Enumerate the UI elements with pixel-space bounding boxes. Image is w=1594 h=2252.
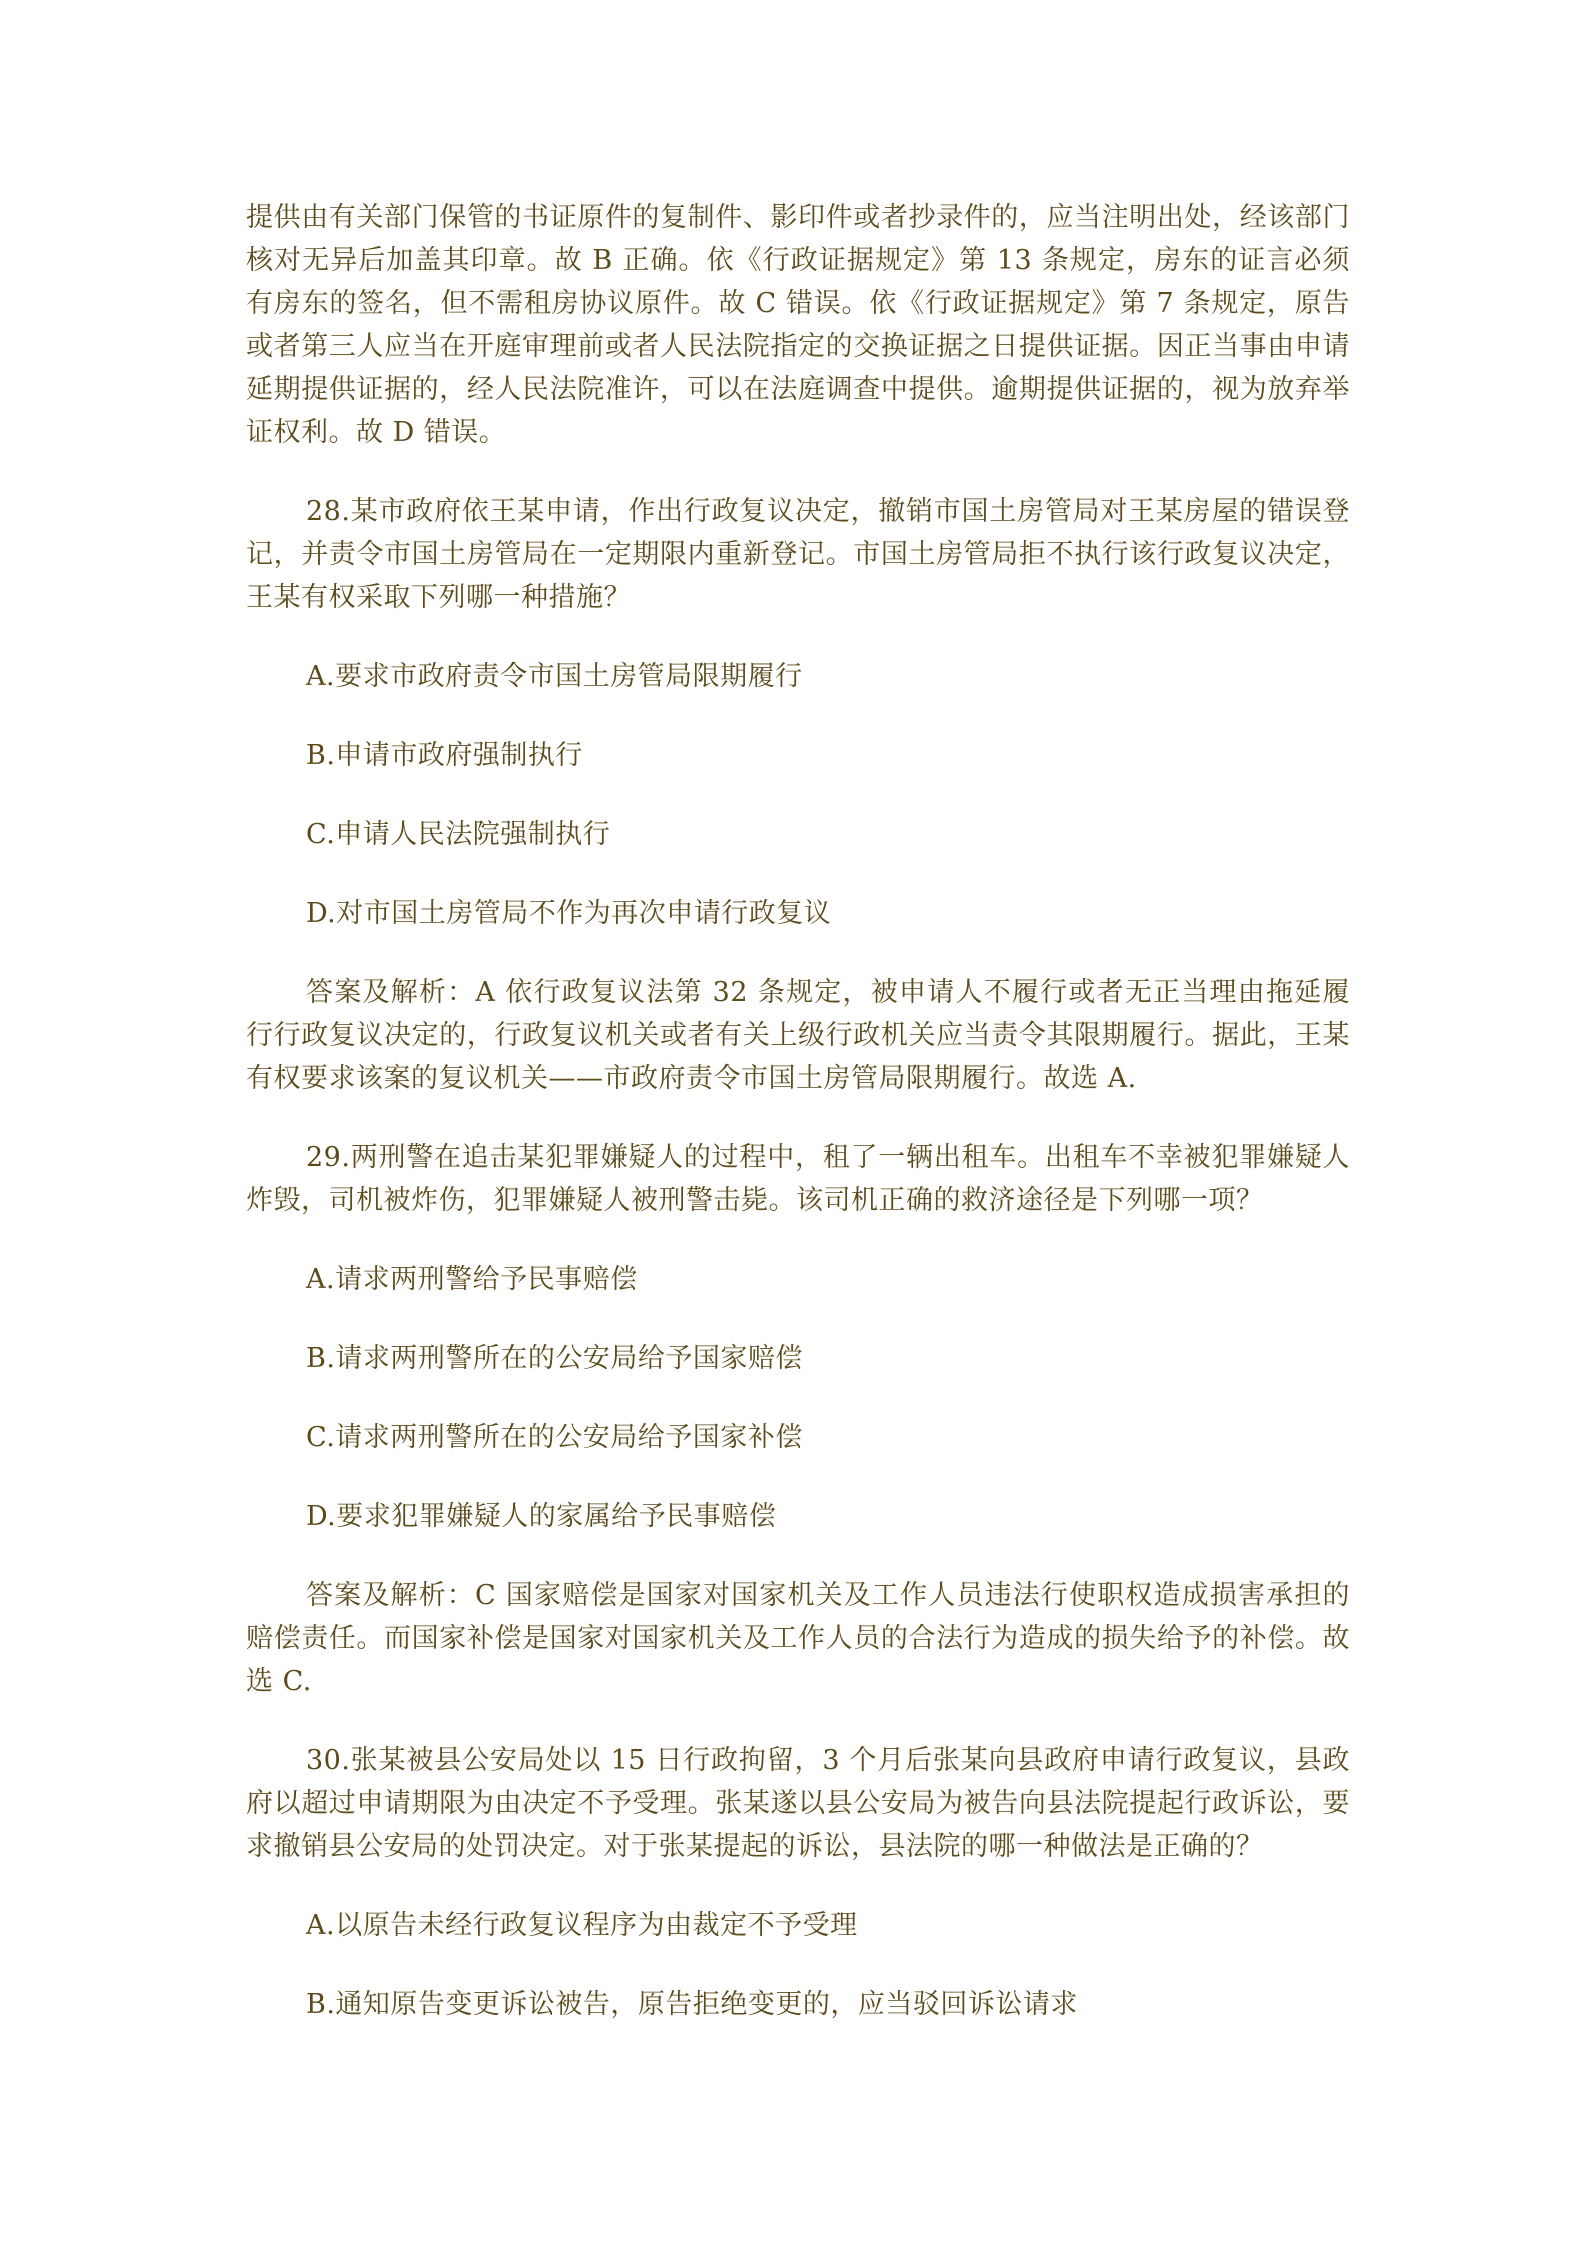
- question-29-option-c: C.请求两刑警所在的公安局给予国家补偿: [306, 1422, 803, 1453]
- question-30-stem: 30.张某被县公安局处以 15 日行政拘留，3 个月后张某向县政府申请行政复议，县政府以超过申请期限为由决定不予受理。张某遂以县公安局为被告向县法院提起行政诉讼，要求撤销县公安局的处罚决定。对于张某提起的诉讼，县法院的哪一种做法是正确的？: [246, 1745, 1350, 1862]
- question-28-option-d: D.对市国土房管局不作为再次申请行政复议: [306, 898, 832, 929]
- question-30-option-a: A.以原告未经行政复议程序为由裁定不予受理: [306, 1910, 858, 1941]
- lead-paragraph: 提供由有关部门保管的书证原件的复制件、影印件或者抄录件的，应当注明出处，经该部门核对无异后加盖其印章。故 B 正确。依《行政证据规定》第 13 条规定，房东的证言必须有房东的签名，但不需租房协议原件。故 C 错误。依《行政证据规定》第 7 条规定，原告或者第三人应当在开庭审理前或者人民法院指定的交换证据之日提供证据。因正当事由申请延期提供证据的，经人民法院准许，可以在法庭调查中提供。逾期提供证据的，视为放弃举证权利。故 D 错误。: [246, 202, 1350, 448]
- document-body: [246, 196, 1350, 2062]
- question-28-option-a: A.要求市政府责令市国土房管局限期履行: [306, 661, 803, 692]
- question-28-option-c: C.申请人民法院强制执行: [306, 819, 611, 850]
- question-29-option-b: B.请求两刑警所在的公安局给予国家赔偿: [306, 1343, 803, 1374]
- question-28-option-b: B.申请市政府强制执行: [306, 740, 583, 771]
- question-29-option-d: D.要求犯罪嫌疑人的家属给予民事赔偿: [306, 1501, 777, 1532]
- question-29-analysis: 答案及解析：C 国家赔偿是国家对国家机关及工作人员违法行使职权造成损害承担的赔偿责任。而国家补偿是国家对国家机关及工作人员的合法行为造成的损失给予的补偿。故选 C.: [246, 1580, 1350, 1697]
- question-28-stem: 28.某市政府依王某申请，作出行政复议决定，撤销市国土房管局对王某房屋的错误登记，并责令市国土房管局在一定期限内重新登记。市国土房管局拒不执行该行政复议决定，王某有权采取下列哪一种措施？: [246, 496, 1350, 613]
- question-28-analysis: 答案及解析：A 依行政复议法第 32 条规定，被申请人不履行或者无正当理由拖延履行行政复议决定的，行政复议机关或者有关上级行政机关应当责令其限期履行。据此，王某有权要求该案的复议机关——市政府责令市国土房管局限期履行。故选 A.: [246, 977, 1350, 1094]
- question-29-stem: 29.两刑警在追击某犯罪嫌疑人的过程中，租了一辆出租车。出租车不幸被犯罪嫌疑人炸毁，司机被炸伤，犯罪嫌疑人被刑警击毙。该司机正确的救济途径是下列哪一项？: [246, 1142, 1350, 1216]
- question-29-option-a: A.请求两刑警给予民事赔偿: [306, 1264, 638, 1295]
- question-30-option-b: B.通知原告变更诉讼被告，原告拒绝变更的，应当驳回诉讼请求: [306, 1989, 1078, 2020]
